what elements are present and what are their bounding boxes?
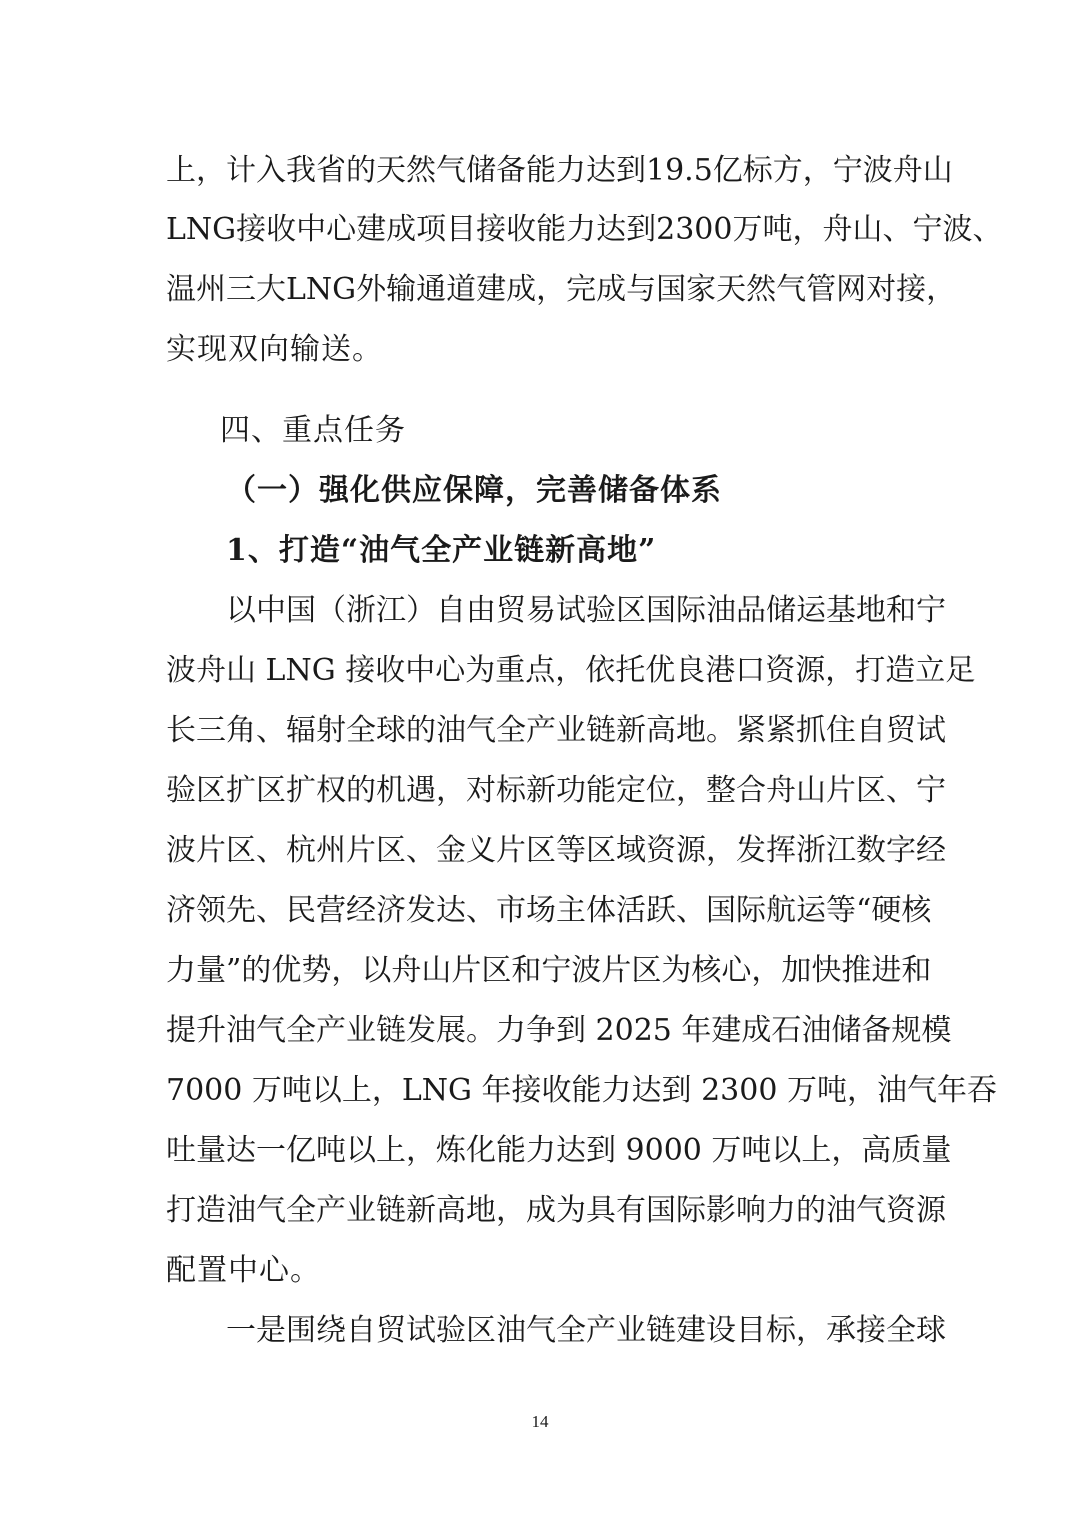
body-line-12: 配置中心。 bbox=[166, 1253, 321, 1288]
body-line-9: 7000 万吨以上，LNG 年接收能力达到 2300 万吨，油气年吞 bbox=[166, 1073, 997, 1108]
body-line-5: 波片区、杭州片区、金义片区等区域资源，发挥浙江数字经 bbox=[166, 833, 946, 868]
last-paragraph-line-1: 一是围绕自贸试验区油气全产业链建设目标，承接全球 bbox=[226, 1313, 946, 1348]
body-line-3: 长三角、辐射全球的油气全产业链新高地。紧紧抓住自贸试 bbox=[166, 713, 946, 748]
body-line-10: 吐量达一亿吨以上，炼化能力达到 9000 万吨以上，高质量 bbox=[166, 1133, 952, 1168]
body-line-1: 以中国（浙江）自由贸易试验区国际油品储运基地和宁 bbox=[226, 593, 946, 628]
body-line-8: 提升油气全产业链发展。力争到 2025 年建成石油储备规模 bbox=[166, 1013, 952, 1048]
intro-line-1: 上，计入我省的天然气储备能力达到19.5亿标方，宁波舟山 bbox=[166, 153, 953, 188]
body-line-11: 打造油气全产业链新高地，成为具有国际影响力的油气资源 bbox=[166, 1193, 946, 1228]
body-line-4: 验区扩区扩权的机遇，对标新功能定位，整合舟山片区、宁 bbox=[166, 773, 946, 808]
intro-line-3: 温州三大LNG外输通道建成，完成与国家天然气管网对接， bbox=[166, 272, 957, 307]
body-line-6: 济领先、民营经济发达、市场主体活跃、国际航运等“硬核 bbox=[166, 893, 932, 928]
intro-line-2: LNG接收中心建成项目接收能力达到2300万吨，舟山、宁波、 bbox=[166, 212, 1003, 247]
page-number: 14 bbox=[531, 1412, 549, 1431]
subsection-heading: （一）强化供应保障，完善储备体系 bbox=[226, 473, 722, 508]
section-heading: 四、重点任务 bbox=[220, 413, 406, 448]
body-line-2: 波舟山 LNG 接收中心为重点，依托优良港口资源，打造立足 bbox=[166, 653, 976, 688]
item-heading: 1、打造“油气全产业链新高地” bbox=[226, 533, 657, 568]
intro-line-4: 实现双向输送。 bbox=[166, 332, 383, 367]
body-line-7: 力量”的优势，以舟山片区和宁波片区为核心，加快推进和 bbox=[166, 953, 932, 988]
